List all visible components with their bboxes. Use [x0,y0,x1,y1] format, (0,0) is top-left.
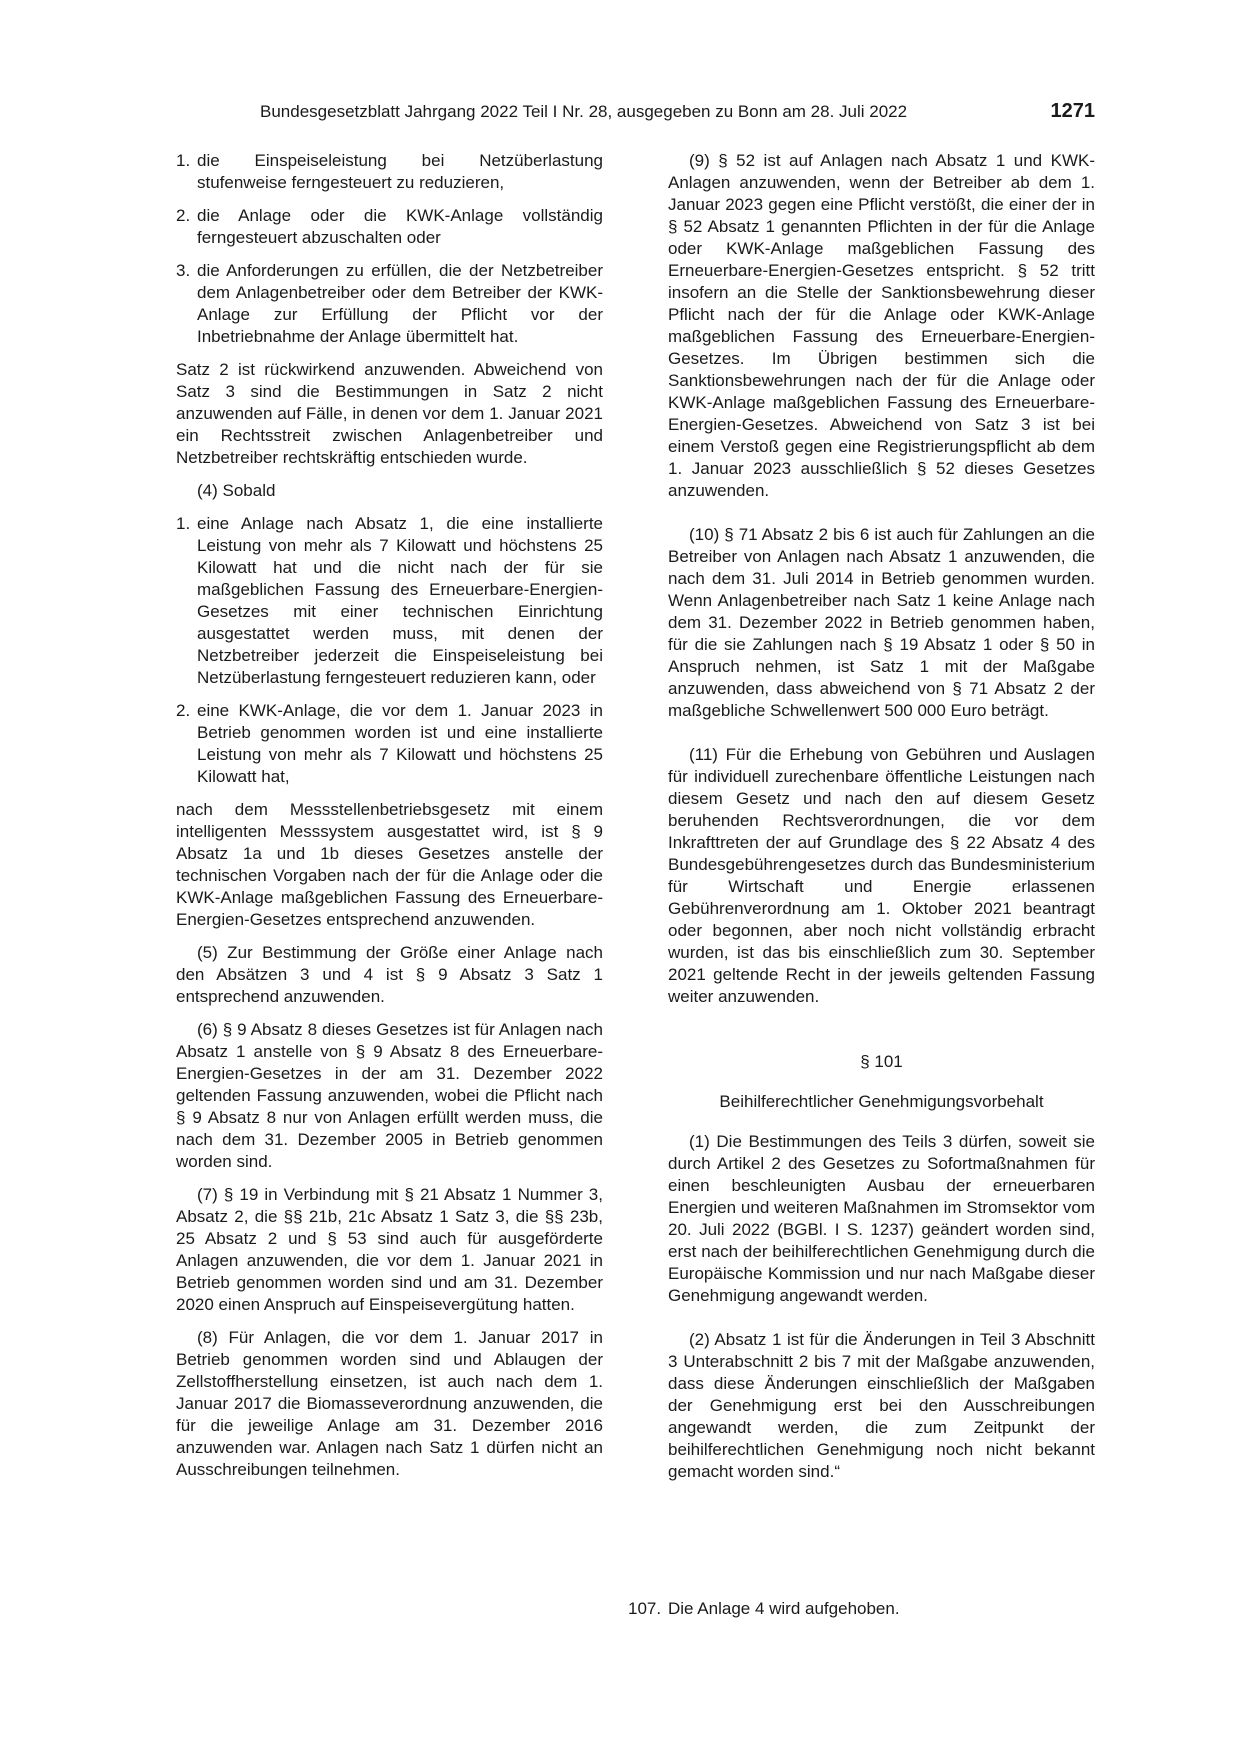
list-item [176,513,603,689]
list-number: 1. [176,151,191,170]
paragraph-abs11: (11) Für die Erhebung von Gebühren und Auslagen für individuell zurechenbare öffentliche Leistungen nach diesem Gesetz und nach den auf diesem Gesetz beruhenden Rechtsverordnungen, die vor dem Inkrafttreten der auf Grundlage des § 22 Absatz 4 des Bundesgebührengesetzes durch das Bundesministerium für Wirtschaft und Energie erlassenen Gebührenverordnung am 1. Oktober 2021 beantragt oder begonnen, aber noch nicht vollständig erbracht wurden, ist das bis einschließlich zum 30. September 2021 geltende Recht in der jeweils geltenden Fassung weiter anzuwenden. [668,745,1095,1006]
page-number: 1271 [1050,100,1095,122]
list-number: 2. [176,206,191,225]
list-text: eine Anlage nach Absatz 1, die eine installierte Leistung von mehr als 7 Kilowatt und höchstens 25 Kilowatt hat und die nicht nach der für sie maßgeblichen Fassung des Erneuerbare-Energien-Gesetzes mit einer technischen Einrichtung ausgestattet werden muss, mit denen der Netzbetreiber jederzeit die Einspeiseleistung bei Netzüberlastung ferngesteuert reduzieren kann, oder [197,514,603,687]
amendment-number: 107. [628,1599,662,1618]
amendment-text: Die Anlage 4 wird aufgehoben. [668,1599,900,1618]
list-text: die Einspeiseleistung bei Netzüberlastung stufenweise ferngesteuert zu reduzieren, [197,151,603,192]
header-title: Bundesgesetzblatt Jahrgang 2022 Teil I Nr. 28, ausgegeben zu Bonn am 28. Juli 2022 [260,102,908,121]
paragraph-abs9: (9) § 52 ist auf Anlagen nach Absatz 1 und KWK-Anlagen anzuwenden, wenn der Betreiber ab dem 1. Januar 2023 gegen eine Pflicht verstößt, die einer der in § 52 Absatz 1 genannten Pflichten in der für die Anlage oder KWK-Anlage maßgeblichen Fassung des Erneuerbare-Energien-Gesetzes entspricht. § 52 tritt insofern an die Stelle der Sanktionsbewehrung dieser Pflicht nach der für die Anlage oder KWK-Anlage maßgeblichen Fassung des Erneuerbare-Energien-Gesetzes. Im Übrigen bestimmen sich die Sanktionsbewehrungen nach der für die Anlage oder KWK-Anlage maßgeblichen Fassung des Erneuerbare-Energien-Gesetzes. Abweichend von Satz 3 ist bei einem Verstoß gegen eine Registrierungspflicht ab dem 1. Januar 2023 ausschließlich § 52 dieses Gesetzes anzuwenden. [668,151,1095,500]
list-item [176,205,603,249]
list-text: die Anforderungen zu erfüllen, die der Netzbetreiber dem Anlagenbetreiber oder dem Betreiber der KWK-Anlage zur Erfüllung der Pflicht vor der Inbetriebnahme der Anlage übermittelt hat. [197,261,603,346]
paragraph-satz2: Satz 2 ist rückwirkend anzuwenden. Abweichend von Satz 3 sind die Bestimmungen in Satz 2 nicht anzuwenden auf Fälle, in denen vor dem 1. Januar 2021 ein Rechtsstreit zwischen Anlagenbetreiber und Netzbetreiber rechtskräftig entschieden wurde. [176,360,603,467]
left-column [176,150,603,1492]
list-number: 1. [176,514,191,533]
amendment-item-107 [628,1598,900,1620]
list-item [176,700,603,788]
list-item [176,260,603,348]
list-text: eine KWK-Anlage, die vor dem 1. Januar 2023 in Betrieb genommen worden ist und eine installierte Leistung von mehr als 7 Kilowatt und höchstens 25 Kilowatt hat, [197,701,603,786]
list-number: 3. [176,261,191,280]
paragraph-abs4-intro: (4) Sobald [197,481,276,500]
paragraph-abs7: (7) § 19 in Verbindung mit § 21 Absatz 1 Nummer 3, Absatz 2, die §§ 21b, 21c Absatz 1 Satz 3, die §§ 23b, 25 Absatz 2 und § 53 sind auch für ausgeförderte Anlagen anzuwenden, die vor dem 1. Januar 2021 in Betrieb genommen worden sind und am 31. Dezember 2020 einen Anspruch auf Einspeisevergütung hatten. [176,1185,603,1314]
section-title: Beihilferechtlicher Genehmigungsvorbehalt [719,1092,1044,1111]
list-item [176,150,603,194]
paragraph-s101-abs1: (1) Die Bestimmungen des Teils 3 dürfen, soweit sie durch Artikel 2 des Gesetzes zu Sofortmaßnahmen für einen beschleunigten Ausbau der erneuerbaren Energien und weiteren Maßnahmen im Stromsektor vom 20. Juli 2022 (BGBl. I S. 1237) geändert worden sind, erst nach der beihilferechtlichen Genehmigung durch die Europäische Kommission und nur nach Maßgabe dieser Genehmigung angewandt werden. [668,1132,1095,1305]
paragraph-abs10: (10) § 71 Absatz 2 bis 6 ist auch für Zahlungen an die Betreiber von Anlagen nach Absatz 1 anzuwenden, die nach dem 31. Juli 2014 in Betrieb genommen wurden. Wenn Anlagenbetreiber nach Satz 1 keine Anlage nach dem 31. Dezember 2022 in Betrieb genommen haben, für die sie Zahlungen nach § 19 Absatz 1 oder § 50 in Anspruch nehmen, ist Satz 1 mit der Maßgabe anzuwenden, dass abweichend von § 71 Absatz 2 der maßgebliche Schwellenwert 500 000 Euro beträgt. [668,525,1095,720]
paragraph-abs6: (6) § 9 Absatz 8 dieses Gesetzes ist für Anlagen nach Absatz 1 anstelle von § 9 Absatz 8 des Erneuerbare-Energien-Gesetzes in der am 31. Dezember 2022 geltenden Fassung anzuwenden, wobei die Pflicht nach § 9 Absatz 8 nur von Anlagen erfüllt werden muss, die nach dem 31. Dezember 2005 in Betrieb genommen worden sind. [176,1020,603,1171]
list-text: die Anlage oder die KWK-Anlage vollständig ferngesteuert abzuschalten oder [197,206,603,247]
section-number: § 101 [860,1052,903,1071]
right-column [668,150,1095,1494]
paragraph-abs5: (5) Zur Bestimmung der Größe einer Anlage nach den Absätzen 3 und 4 ist § 9 Absatz 3 Satz 1 entsprechend anzuwenden. [176,943,603,1006]
list-number: 2. [176,701,191,720]
paragraph-abs4-rest: nach dem Messstellenbetriebsgesetz mit einem intelligenten Messsystem ausgestattet wird, ist § 9 Absatz 1a und 1b dieses Gesetzes anstelle der technischen Vorgaben nach der für die Anlage oder die KWK-Anlage maßgeblichen Fassung des Erneuerbare-Energien-Gesetzes entsprechend anzuwenden. [176,800,603,929]
paragraph-s101-abs2: (2) Absatz 1 ist für die Änderungen in Teil 3 Abschnitt 3 Unterabschnitt 2 bis 7 mit der Maßgabe anzuwenden, dass diese Änderungen einschließlich der Maßgaben der Genehmigung erst bei den Ausschreibungen angewandt werden, die zum Zeitpunkt der beihilferechtlichen Genehmigung noch nicht bekannt gemacht worden sind.“ [668,1330,1095,1481]
paragraph-abs8: (8) Für Anlagen, die vor dem 1. Januar 2017 in Betrieb genommen worden sind und Ablaugen der Zellstoffherstellung einsetzen, ist auch nach dem 1. Januar 2017 die Biomasseverordnung anzuwenden, die für die jeweilige Anlage am 31. Dezember 2016 anzuwenden war. Anlagen nach Satz 1 dürfen nicht an Ausschreibungen teilnehmen. [176,1328,603,1479]
page-header [176,100,1095,130]
